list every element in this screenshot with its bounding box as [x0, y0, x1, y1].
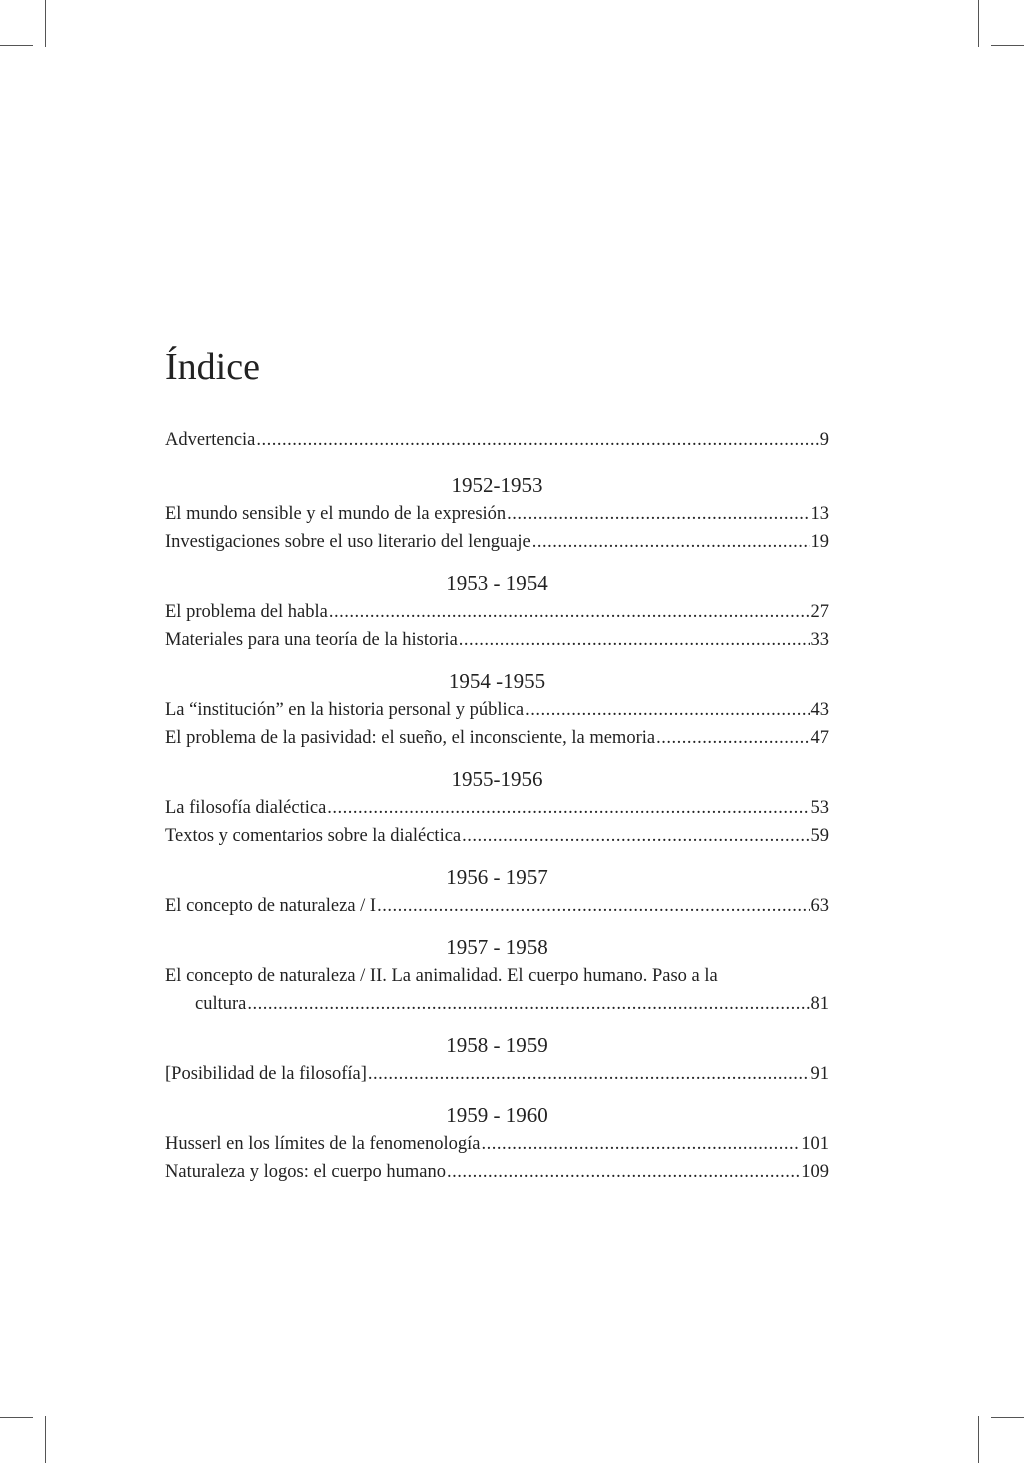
toc-entry[interactable]: [165, 822, 829, 850]
table-of-contents: [165, 340, 829, 1186]
leader-dots: [507, 500, 809, 528]
section-heading: 1956 - 1957: [446, 865, 548, 889]
toc-entry-line2[interactable]: [165, 990, 829, 1018]
crop-mark: [978, 0, 979, 47]
entry-page: 109: [801, 1162, 829, 1182]
entry-label: Materiales para una teoría de la historia: [165, 630, 458, 650]
entry-label: El concepto de naturaleza / II. La animalidad. El cuerpo humano. Paso a la: [165, 966, 718, 986]
leader-dots: [656, 724, 809, 752]
leader-dots: [481, 1130, 800, 1158]
entry-page: 33: [810, 630, 829, 650]
leader-dots: [462, 822, 809, 850]
entry-page: 19: [810, 532, 829, 552]
toc-entry[interactable]: [165, 724, 829, 752]
leader-dots: [377, 892, 809, 920]
toc-entry-line1[interactable]: [165, 962, 829, 990]
entry-page: 9: [819, 430, 829, 450]
toc-entry[interactable]: [165, 500, 829, 528]
leader-dots: [525, 696, 809, 724]
toc-entry[interactable]: [165, 528, 829, 556]
entry-label: Naturaleza y logos: el cuerpo humano: [165, 1162, 446, 1182]
section-heading: 1957 - 1958: [446, 935, 548, 959]
crop-mark: [991, 1417, 1024, 1418]
crop-mark: [0, 45, 33, 46]
entry-page: 27: [810, 602, 829, 622]
crop-mark: [991, 45, 1024, 46]
entry-page: 91: [810, 1064, 829, 1084]
toc-entry[interactable]: [165, 1158, 829, 1186]
entry-label: El problema de la pasividad: el sueño, el inconsciente, la memoria: [165, 728, 656, 748]
leader-dots: [368, 1060, 810, 1088]
toc-entry[interactable]: [165, 426, 829, 454]
crop-mark: [45, 1416, 46, 1463]
entry-page: 47: [810, 728, 829, 748]
toc-entry[interactable]: [165, 1060, 829, 1088]
entry-label: La filosofía dialéctica: [165, 798, 327, 818]
crop-mark: [0, 1417, 33, 1418]
entry-label: La “institución” en la historia personal y pública: [165, 700, 525, 720]
page-title: Índice: [165, 346, 260, 388]
leader-dots: [247, 990, 809, 1018]
section-heading: 1952-1953: [451, 473, 543, 497]
entry-page: 59: [810, 826, 829, 846]
crop-mark: [978, 1416, 979, 1463]
entry-label: Investigaciones sobre el uso literario del lenguaje: [165, 532, 531, 552]
section-heading: 1953 - 1954: [446, 571, 548, 595]
toc-entry[interactable]: [165, 1130, 829, 1158]
section-heading: 1959 - 1960: [446, 1103, 548, 1127]
leader-dots: [256, 426, 818, 454]
toc-entry[interactable]: [165, 892, 829, 920]
toc-entry[interactable]: [165, 794, 829, 822]
toc-entry[interactable]: [165, 598, 829, 626]
entry-label: Textos y comentarios sobre la dialéctica: [165, 826, 462, 846]
leader-dots: [329, 598, 810, 626]
section-heading: 1954 -1955: [448, 669, 546, 693]
entry-page: 13: [810, 504, 829, 524]
entry-label: cultura: [195, 994, 247, 1014]
entry-label: Husserl en los límites de la fenomenología: [165, 1134, 481, 1154]
crop-mark: [45, 0, 46, 47]
section-heading: 1955-1956: [451, 767, 543, 791]
entry-page: 101: [801, 1134, 829, 1154]
entry-label: [Posibilidad de la filosofía]: [165, 1064, 367, 1084]
leader-dots: [327, 794, 809, 822]
entry-label: Advertencia: [165, 430, 256, 450]
entry-page: 63: [810, 896, 829, 916]
entry-label: El problema del habla: [165, 602, 328, 622]
entry-page: 53: [810, 798, 829, 818]
leader-dots: [447, 1158, 800, 1186]
entry-page: 43: [810, 700, 829, 720]
entry-page: 81: [810, 994, 829, 1014]
entry-label: El mundo sensible y el mundo de la expresión: [165, 504, 507, 524]
leader-dots: [532, 528, 810, 556]
toc-entry[interactable]: [165, 626, 829, 654]
section-heading: 1958 - 1959: [446, 1033, 548, 1057]
entry-label: El concepto de naturaleza / I: [165, 896, 377, 916]
toc-entry[interactable]: [165, 696, 829, 724]
leader-dots: [459, 626, 810, 654]
